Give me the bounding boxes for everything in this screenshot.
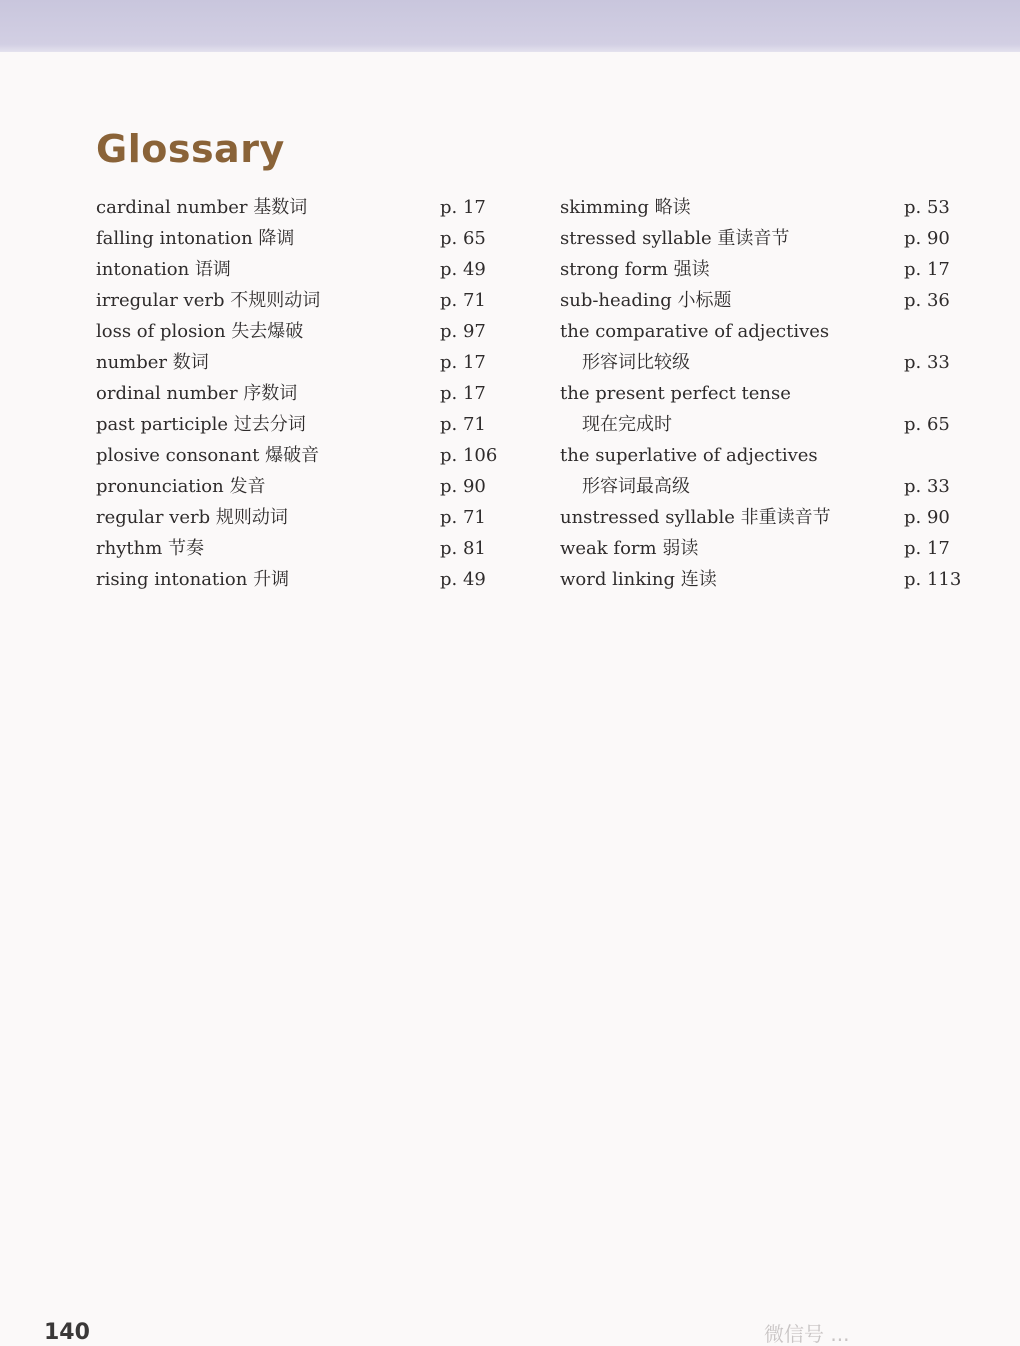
glossary-term: 现在完成时: [582, 414, 672, 435]
glossary-term: weak form 弱读: [560, 538, 699, 559]
glossary-term: cardinal number 基数词: [96, 197, 308, 218]
glossary-page-ref: p. 33: [904, 476, 950, 497]
glossary-entry: [96, 533, 516, 564]
glossary-entry: [96, 564, 516, 595]
glossary-entry: [560, 347, 980, 378]
page-title: Glossary: [96, 127, 285, 171]
glossary-term: 形容词比较级: [582, 352, 690, 373]
glossary-entry: [96, 192, 516, 223]
glossary-entry: [560, 471, 980, 502]
glossary-entry: [560, 409, 980, 440]
glossary-term: strong form 强读: [560, 259, 710, 280]
glossary-entry: [96, 409, 516, 440]
glossary-entry: [560, 285, 980, 316]
glossary-entry: [96, 440, 516, 471]
glossary-entry: [96, 502, 516, 533]
glossary-page-ref: p. 65: [440, 228, 486, 249]
glossary-term: loss of plosion 失去爆破: [96, 321, 304, 342]
glossary-term: the present perfect tense: [560, 383, 791, 404]
glossary-term: pronunciation 发音: [96, 476, 266, 497]
glossary-entry: [560, 564, 980, 595]
glossary-page-ref: p. 65: [904, 414, 950, 435]
glossary-right-column: [560, 192, 980, 595]
glossary-page-ref: p. 17: [440, 197, 486, 218]
glossary-term: intonation 语调: [96, 259, 231, 280]
glossary-page-ref: p. 33: [904, 352, 950, 373]
glossary-term: ordinal number 序数词: [96, 383, 298, 404]
glossary-page-ref: p. 71: [440, 414, 486, 435]
glossary-term: stressed syllable 重读音节: [560, 228, 790, 249]
glossary-entry: [96, 254, 516, 285]
glossary-entry: [560, 316, 980, 347]
glossary-term: regular verb 规则动词: [96, 507, 288, 528]
glossary-page-ref: p. 17: [904, 538, 950, 559]
glossary-page-ref: p. 71: [440, 507, 486, 528]
glossary-term: sub-heading 小标题: [560, 290, 732, 311]
watermark-text: 微信号 ...: [764, 1322, 850, 1346]
glossary-entry: [560, 533, 980, 564]
glossary-entry: [96, 285, 516, 316]
page-number: 140: [44, 1320, 90, 1345]
glossary-page-ref: p. 90: [904, 507, 950, 528]
glossary-page-ref: p. 97: [440, 321, 486, 342]
glossary-term: rising intonation 升调: [96, 569, 290, 590]
glossary-term: word linking 连读: [560, 569, 717, 590]
glossary-page-ref: p. 49: [440, 259, 486, 280]
glossary-term: past participle 过去分词: [96, 414, 306, 435]
glossary-left-column: [96, 192, 516, 595]
glossary-page-ref: p. 71: [440, 290, 486, 311]
glossary-term: irregular verb 不规则动词: [96, 290, 321, 311]
glossary-entry: [96, 223, 516, 254]
glossary-page-ref: p. 90: [904, 228, 950, 249]
glossary-entry: [96, 316, 516, 347]
glossary-page-ref: p. 17: [440, 383, 486, 404]
glossary-page-ref: p. 90: [440, 476, 486, 497]
glossary-entry: [560, 254, 980, 285]
glossary-term: the comparative of adjectives: [560, 321, 830, 342]
glossary-term: skimming 略读: [560, 197, 691, 218]
glossary-entry: [560, 192, 980, 223]
glossary-entry: [96, 347, 516, 378]
glossary-entry: [560, 440, 980, 471]
glossary-term: 形容词最高级: [582, 476, 690, 497]
glossary-page-ref: p. 36: [904, 290, 950, 311]
glossary-entry: [560, 223, 980, 254]
glossary-term: plosive consonant 爆破音: [96, 445, 320, 466]
glossary-page-ref: p. 106: [440, 445, 498, 466]
top-color-band: [0, 0, 1020, 52]
glossary-term: rhythm 节奏: [96, 538, 204, 559]
glossary-term: falling intonation 降调: [96, 228, 295, 249]
glossary-page-ref: p. 53: [904, 197, 950, 218]
glossary-entry: [96, 471, 516, 502]
glossary-term: the superlative of adjectives: [560, 445, 818, 466]
glossary-page-ref: p. 81: [440, 538, 486, 559]
glossary-entry: [96, 378, 516, 409]
glossary-entry: [560, 378, 980, 409]
glossary-page-ref: p. 113: [904, 569, 962, 590]
glossary-page-ref: p. 17: [904, 259, 950, 280]
glossary-page-ref: p. 49: [440, 569, 486, 590]
glossary-term: number 数词: [96, 352, 209, 373]
glossary-entry: [560, 502, 980, 533]
glossary-page-ref: p. 17: [440, 352, 486, 373]
glossary-term: unstressed syllable 非重读音节: [560, 507, 831, 528]
